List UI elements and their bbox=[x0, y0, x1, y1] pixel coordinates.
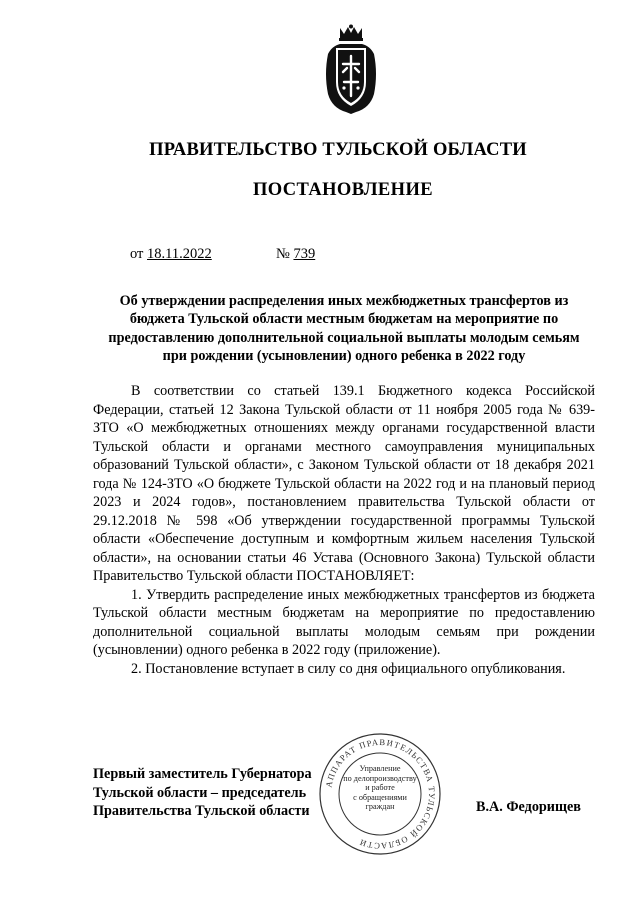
position-line: Тульской области – председатель bbox=[93, 784, 307, 801]
document-date bbox=[130, 246, 212, 263]
stamp-line: по делопроизводству bbox=[343, 773, 417, 783]
stamp-line: с обращениями bbox=[353, 792, 407, 802]
position-line: Первый заместитель Губернатора bbox=[93, 766, 312, 782]
preamble-paragraph: В соответствии со статьей 139.1 Бюджетного кодекса Российской Федерации, статьей 12 Закона Тульской области от 11 ноября 2005 года № 639-ЗТО «О межбюджетных отношениях между органами государственной власти Тульской области и органами местного самоуправления муниципальных образований Тульской области», с Законом Тульской области от 18 декабря 2021 года № 124-ЗТО «О бюджете Тульской области на 2022 год и на плановый период 2023 и 2024 годов», постановлением правительства Тульской области от 29.12.2018 № 598 «Об утверждении государственной программы Тульской области «Обеспечение доступным и комфортным жильем населения Тульской области», на основании статьи 46 Устава (Основного Закона) Тульской области Правительство Тульской области ПОСТАНОВЛЯЕТ: bbox=[93, 383, 595, 584]
document-number bbox=[276, 246, 315, 263]
signatory-position bbox=[93, 765, 312, 821]
number-value: 739 bbox=[293, 246, 316, 262]
stamp-line: граждан bbox=[365, 802, 395, 812]
item-1-paragraph: 1. Утвердить распределение иных межбюджетных трансфертов из бюджета Тульской области местным бюджетам на мероприятие по предоставлению дополнительной социальной выплаты молодым семьям при рождении (усыновлении) одного ребенка в 2022 году (приложение). bbox=[93, 586, 595, 658]
date-value: 18.11.2022 bbox=[147, 246, 212, 262]
document-body bbox=[93, 382, 595, 678]
date-prefix: от bbox=[130, 246, 148, 262]
position-line: Правительства Тульской области bbox=[93, 803, 310, 819]
document-heading: Об утверждении распределения иных межбюджетных трансфертов из бюджета Тульской области местным бюджетам на мероприятие по предоставлению дополнительной социальной выплаты молодым семьям при рождении (усыновлении) одного ребенка в 2022 году bbox=[108, 293, 580, 364]
signatory-name: В.А. Федорищев bbox=[476, 799, 581, 815]
document-type: ПОСТАНОВЛЕНИЕ bbox=[252, 180, 433, 200]
stamp-ring-text: АППАРАТ ПРАВИТЕЛЬСТВА ТУЛЬСКОЙ ОБЛАСТИ bbox=[323, 736, 438, 852]
item-2-paragraph: 2. Постановление вступает в силу со дня официального опубликования. bbox=[131, 660, 566, 677]
coat-of-arms-emblem bbox=[322, 24, 380, 116]
stamp-center-text bbox=[336, 764, 424, 824]
number-prefix: № bbox=[276, 246, 294, 262]
stamp-line: Управление bbox=[359, 764, 401, 773]
stamp-line: и работе bbox=[365, 783, 395, 793]
organization-title: ПРАВИТЕЛЬСТВО ТУЛЬСКОЙ ОБЛАСТИ bbox=[149, 140, 527, 160]
